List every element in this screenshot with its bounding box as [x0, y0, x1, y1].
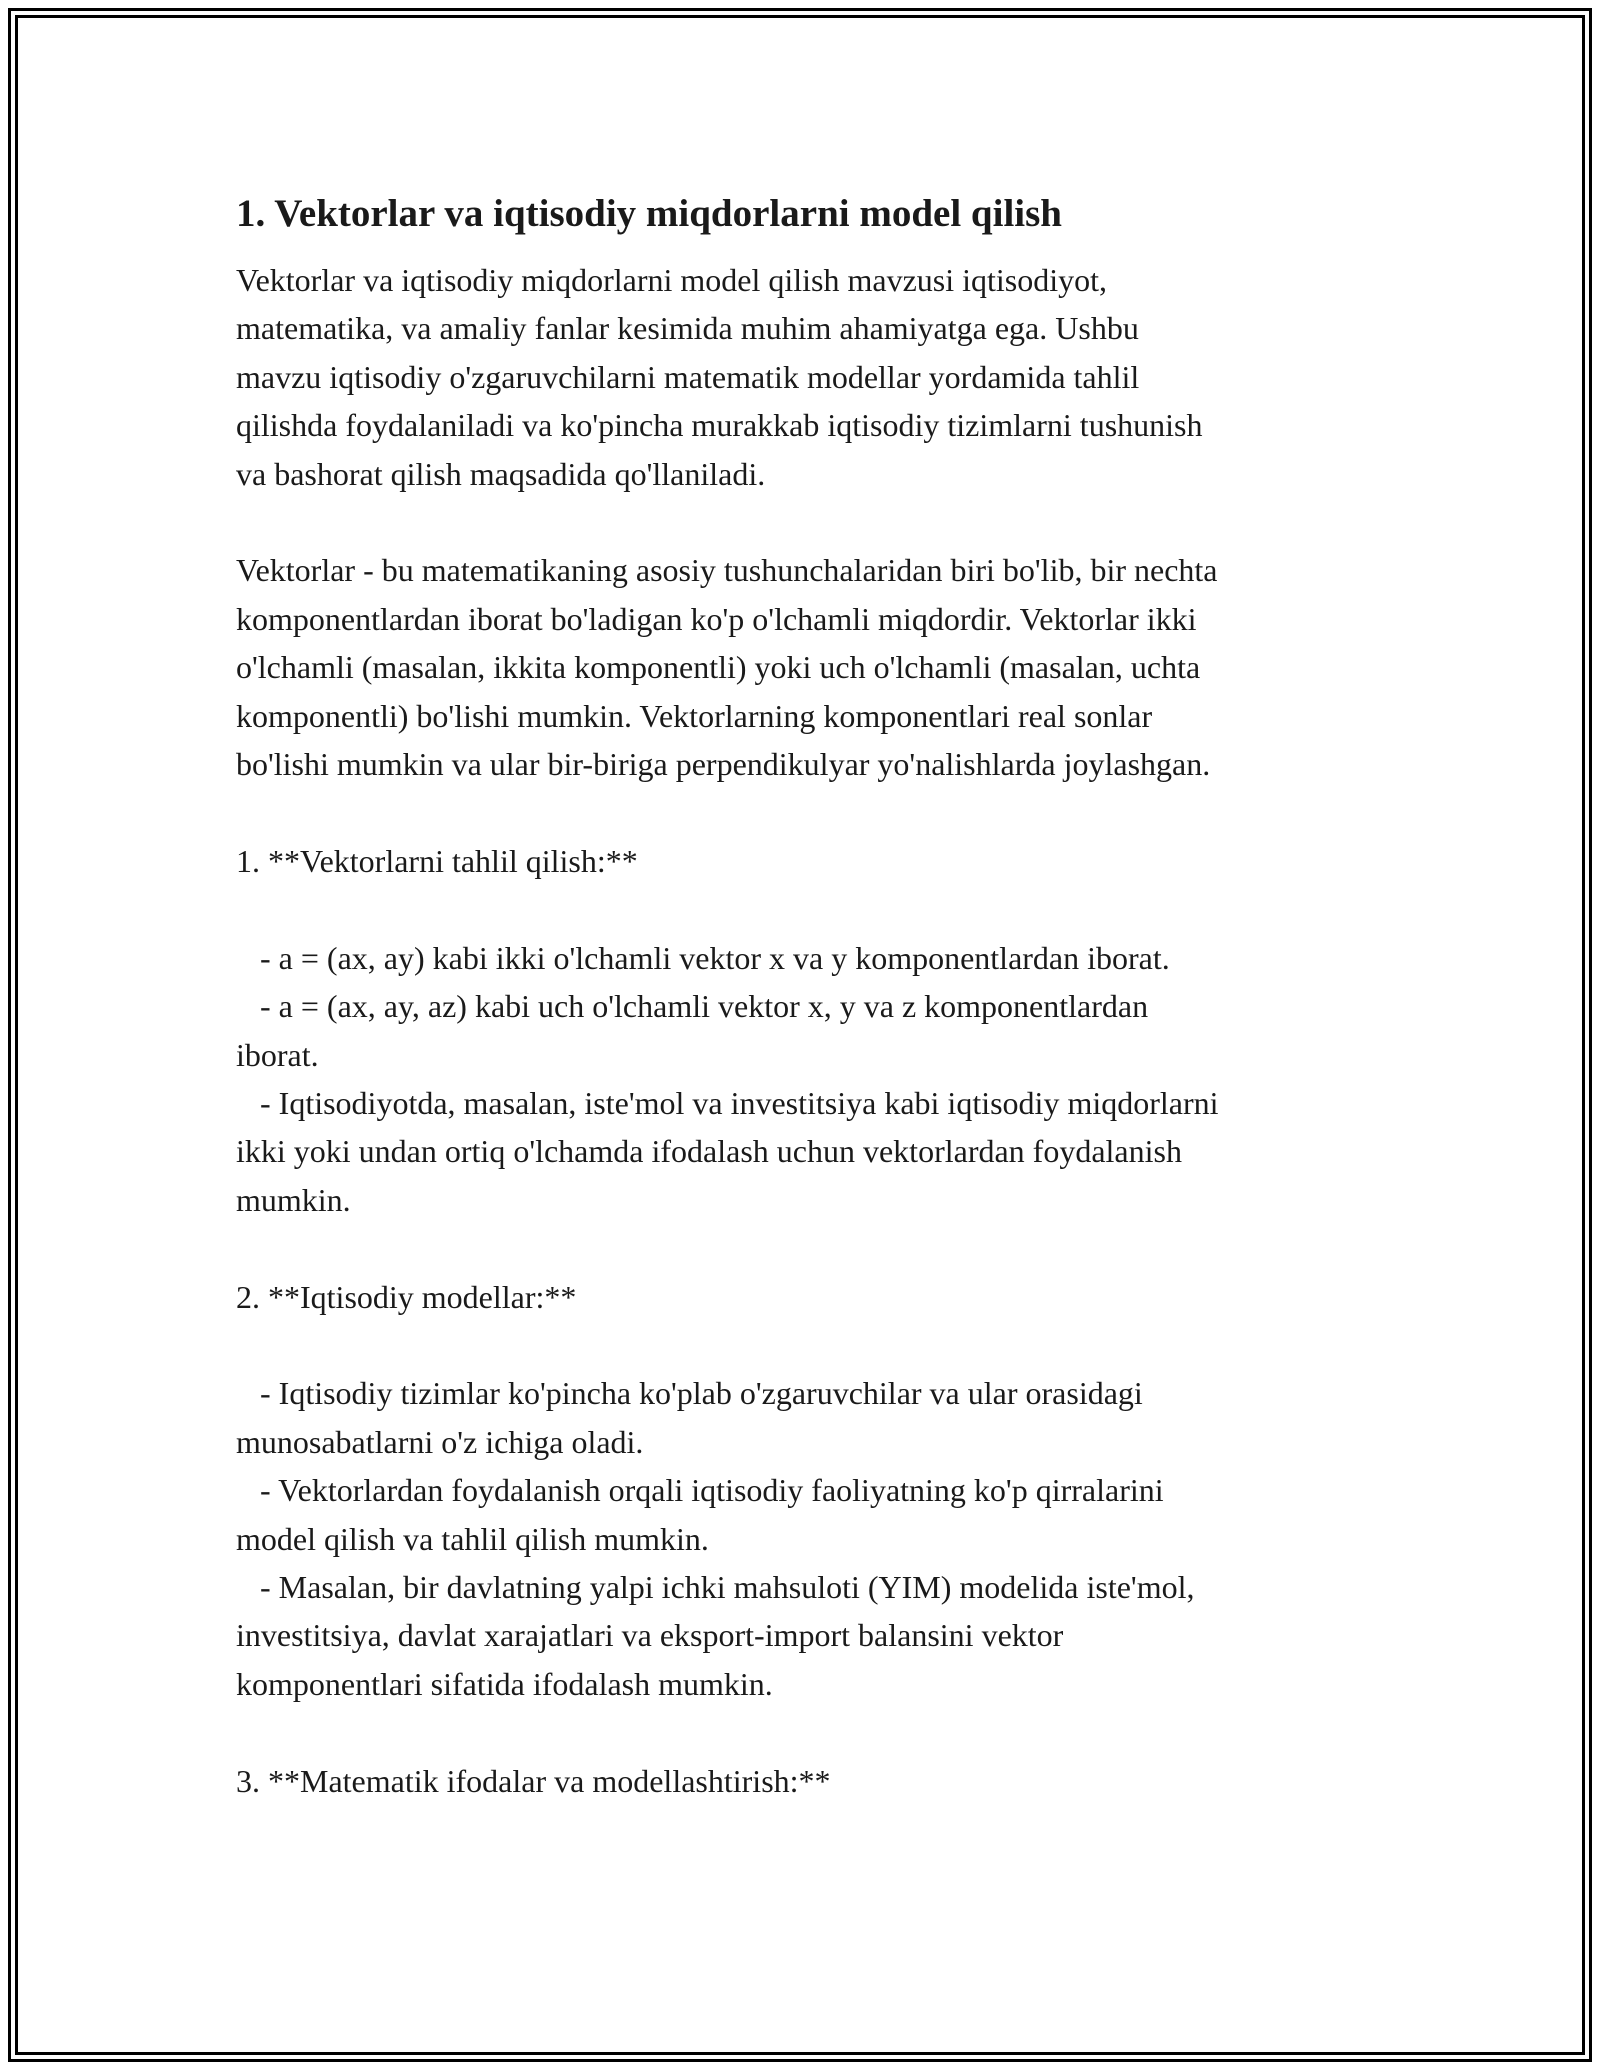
- document-title: 1. Vektorlar va iqtisodiy miqdorlarni model qilish: [236, 192, 1062, 235]
- document-content: [236, 188, 1386, 1805]
- document-body: Vektorlar va iqtisodiy miqdorlarni model qilish mavzusi iqtisodiyot, matematika, va amaliy fanlar kesimida muhim ahamiyatga ega. Ushbu mavzu iqtisodiy o'zgaruvchilarni matematik modellar yordamida tahlil qilishda foydalaniladi va ko'pincha murakkab iqtisodiy tizimlarni tushunish va bashorat qilish maqsadida qo'llaniladi. Vektorlar - bu matematikaning asosiy tushunchalaridan biri bo'lib, bir nechta komponentlardan iborat bo'ladigan ko'p o'lchamli miqdordir. Vektorlar ikki o'lchamli (masalan, ikkita komponentli) yoki uch o'lchamli (masalan, uchta komponentli) bo'lishi mumkin. Vektorlarning komponentlari real sonlar bo'lishi mumkin va ular bir-biriga perpendikulyar yo'nalishlarda joylashgan. 1. **Vektorlarni tahlil qilish:** - a = (ax, ay) kabi ikki o'lchamli vektor x va y komponentlardan iborat. - a = (ax, ay, az) kabi uch o'lchamli vektor x, y va z komponentlardan iborat. - Iqtisodiyotda, masalan, iste'mol va investitsiya kabi iqtisodiy miqdorlarni ikki yoki undan ortiq o'lchamda ifodalash uchun vektorlardan foydalanish mumkin. 2. **Iqtisodiy modellar:** - Iqtisodiy tizimlar ko'pincha ko'plab o'zgaruvchilar va ular orasidagi munosabatlarni o'z ichiga oladi. - Vektorlardan foydalanish orqali iqtisodiy faoliyatning ko'p qirralarini model qilish va tahlil qilish mumkin. - Masalan, bir davlatning yalpi ichki mahsuloti (YIM) modelida iste'mol, investitsiya, davlat xarajatlari va eksport-import balansini vektor komponentlari sifatida ifodalash mumkin. 3. **Matematik ifodalar va modellashtirish:**: [236, 262, 1219, 1799]
